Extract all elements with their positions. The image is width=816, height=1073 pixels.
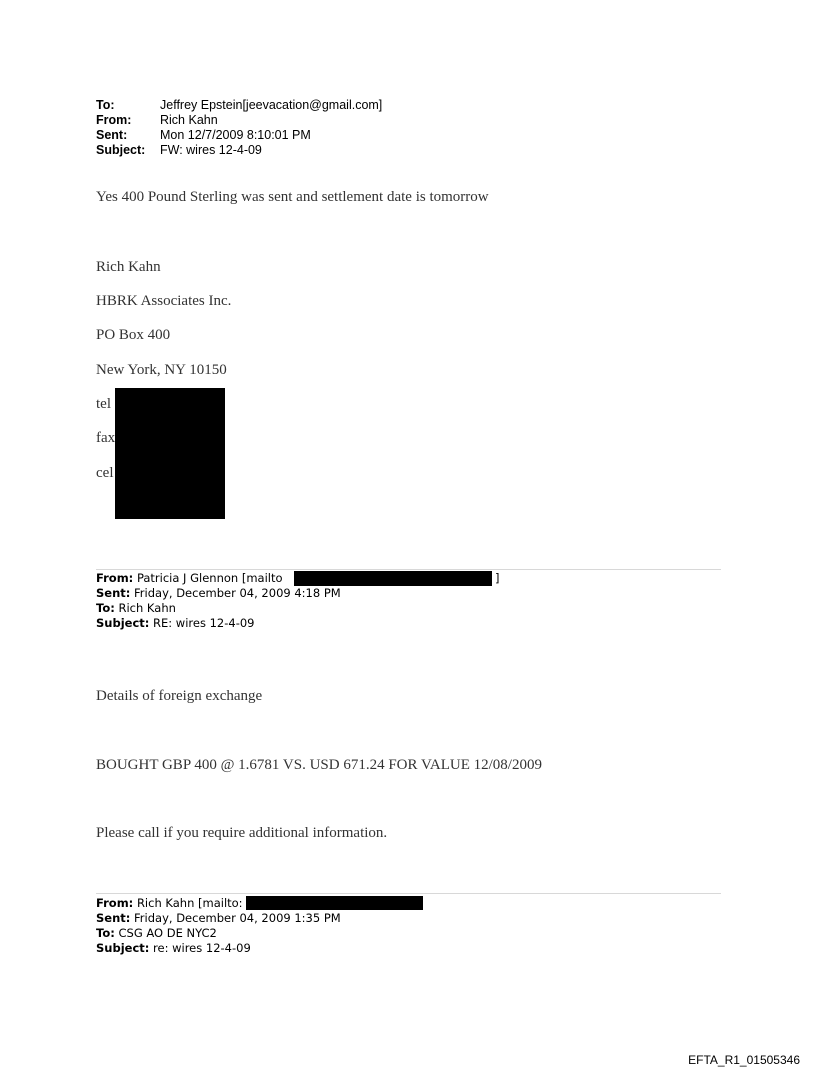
subject-label: Subject: [96, 143, 146, 157]
signature-name: Rich Kahn [96, 259, 161, 275]
message2-body-line2: BOUGHT GBP 400 @ 1.6781 VS. USD 671.24 FOR VALUE 12/08/2009 [96, 757, 542, 773]
redaction-box-contact [115, 388, 225, 519]
message2-subject-value: RE: wires 12-4-09 [153, 616, 255, 630]
message2-body-line3: Please call if you require additional information. [96, 825, 388, 841]
message3-from-label: From: [96, 896, 134, 910]
message3-from-line [96, 896, 243, 910]
sent-label: Sent: [96, 128, 128, 142]
message3-to-value: CSG AO DE NYC2 [118, 926, 217, 940]
to-value: Jeffrey Epstein[jeevacation@gmail.com] [160, 98, 383, 112]
signature-company: HBRK Associates Inc. [96, 293, 232, 309]
message3-from-value: Rich Kahn [mailto: [136, 896, 243, 910]
message2-body-line1: Details of foreign exchange [96, 688, 263, 704]
message2-sent-value: Friday, December 04, 2009 4:18 PM [134, 586, 341, 600]
redaction-box-email [294, 571, 492, 586]
message2-from-value: Patricia J Glennon [mailto [136, 571, 283, 585]
message2-sent-line [96, 586, 341, 600]
redaction-box-email [246, 896, 423, 910]
email-header [96, 97, 496, 161]
message3-sent-label: Sent: [96, 911, 131, 925]
message2-subject-label: Subject: [96, 616, 150, 630]
signature-tel-label: tel [96, 396, 111, 412]
divider [96, 893, 721, 894]
signature-fax-label: fax [96, 430, 116, 446]
message3-subject-value: re: wires 12-4-09 [153, 941, 251, 955]
message3-to-label: To: [96, 926, 115, 940]
signature-address-line1: PO Box 400 [96, 327, 171, 343]
sent-value: Mon 12/7/2009 8:10:01 PM [160, 128, 311, 142]
message2-from-label: From: [96, 571, 134, 585]
message3-sent-line [96, 911, 341, 925]
document-id: EFTA_R1_01505346 [688, 1053, 800, 1067]
from-label: From: [96, 113, 132, 127]
message2-sent-label: Sent: [96, 586, 131, 600]
message2-to-value: Rich Kahn [118, 601, 176, 615]
signature-cel-label: cel [96, 465, 114, 481]
message3-sent-value: Friday, December 04, 2009 1:35 PM [134, 911, 341, 925]
body-text: Yes 400 Pound Sterling was sent and settlement date is tomorrow [96, 189, 489, 205]
message3-to-line [96, 926, 217, 940]
message2-from-line [96, 571, 283, 585]
message2-subject-line [96, 616, 254, 630]
from-value: Rich Kahn [160, 113, 218, 127]
message2-from-close: ] [495, 571, 500, 585]
subject-value: FW: wires 12-4-09 [160, 143, 262, 157]
signature-address-line2: New York, NY 10150 [96, 362, 227, 378]
message3-subject-label: Subject: [96, 941, 150, 955]
divider [96, 569, 721, 570]
message3-subject-line [96, 941, 251, 955]
message2-to-line [96, 601, 176, 615]
to-label: To: [96, 98, 115, 112]
message2-to-label: To: [96, 601, 115, 615]
